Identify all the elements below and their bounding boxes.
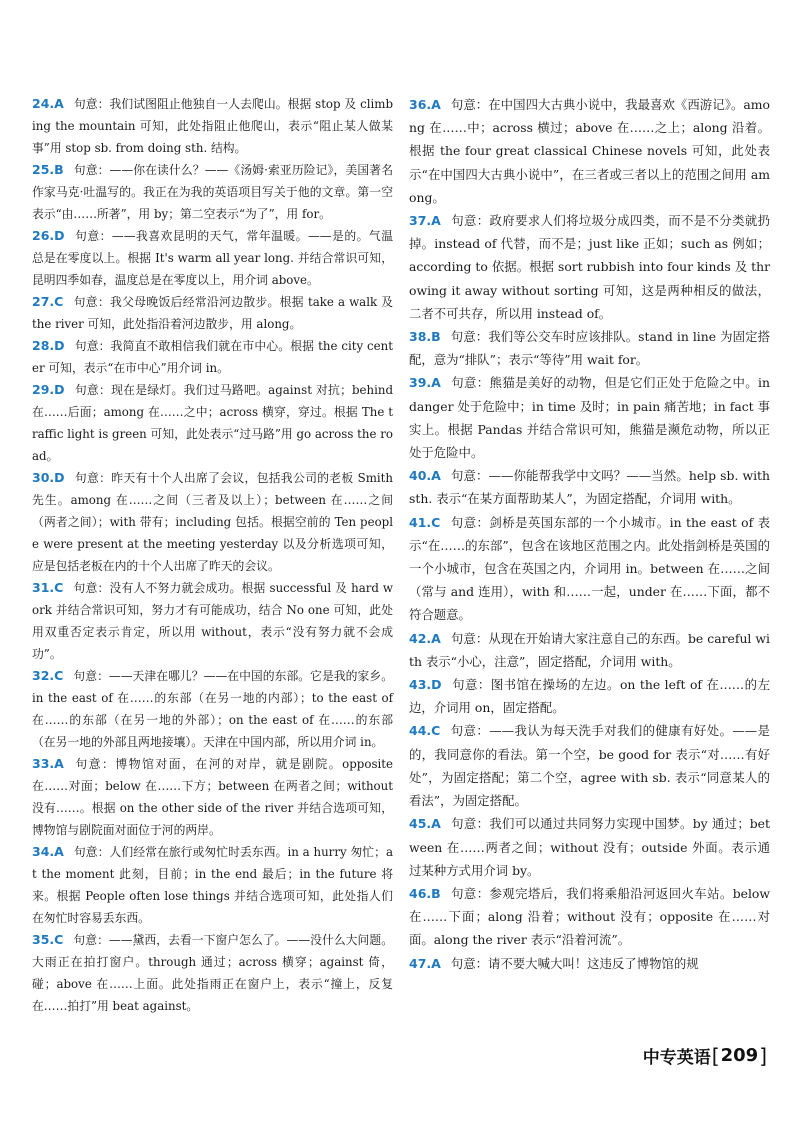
answer-entry	[409, 673, 770, 719]
explanation-text: 句意：剑桥是英国东部的一个小城市。in the east of 表示“在……的东部”，包含在该地区范围之内。此处指剑桥是英国的一个小城市，包含在英国之内，介词用 in。between 在……之间（常与 and 连用），with 和……一起，under 在……下面，都不符合题意。	[409, 514, 770, 623]
answer-letter: D	[54, 338, 65, 353]
question-number: 38.	[409, 329, 432, 345]
bracket-open: [	[711, 1043, 720, 1068]
explanation-text: 句意：我们试图阻止他独自一人去爬山。根据 stop 及 climbing the mountain 可知，此处指阻止他爬山，表示“阻止某人做某事”用 stop sb. from doing sth. 结构。	[32, 97, 393, 155]
explanation-text: 句意：请不要大喊大叫！这违反了博物馆的规	[450, 955, 699, 971]
answer-entry	[409, 882, 770, 952]
right-column	[409, 93, 770, 1017]
answer-letter: A	[54, 844, 64, 859]
answer-letter: A	[431, 630, 441, 646]
question-number: 44.	[409, 723, 432, 739]
question-number: 25.	[32, 162, 55, 177]
explanation-text: 句意：——你在读什么？——《汤姆·索亚历险记》，美国著名作家马克·吐温写的。我正在为我的英语项目写关于他的文章。第一空表示“由……所著”，用 by；第二空表示“为了”，用 for。	[32, 163, 393, 221]
answer-letter: C	[54, 294, 64, 309]
question-number: 30.	[32, 470, 55, 485]
book-title: 中专英语	[642, 1048, 711, 1068]
answer-entry	[32, 291, 393, 335]
question-number: 42.	[409, 630, 432, 646]
answer-letter: B	[431, 329, 441, 345]
question-number: 34.	[32, 844, 55, 859]
answer-entry	[32, 753, 393, 841]
explanation-text: 句意：在中国四大古典小说中，我最喜欢《西游记》。among 在……中；across 横过；above 在……之上；along 沿着。根据 the four great classical Chinese novels 可知，此处表示“在中国四大古典小说中”，在三者或三者以上的范围之间用 among。	[409, 97, 770, 205]
answer-entry	[409, 812, 770, 882]
answer-entry	[32, 467, 393, 577]
answer-entry	[32, 665, 393, 753]
explanation-text: 句意：我简直不敢相信我们就在市中心。根据 the city center 可知，表示“在市中心”用介词 in。	[32, 339, 393, 375]
answer-entry	[32, 577, 393, 665]
explanation-text: 句意：——我认为每天洗手对我们的健康有好处。——是的，我同意你的看法。第一个空，be good for 表示“对……有好处”，为固定搭配；第二个空，agree with sb. 表示“同意某人的看法”，为固定搭配。	[409, 723, 770, 809]
explanation-text: 句意：我父母晚饭后经常沿河边散步。根据 take a walk 及 the river 可知，此处指沿着河边散步，用 along。	[32, 295, 393, 331]
explanation-text: 句意：——我喜欢昆明的天气，常年温暖。——是的。气温总是在零度以上。根据 It's warm all year long. 并结合常识可知，昆明四季如春，温度总是在零度以上，用介词 above。	[32, 229, 393, 287]
answer-entry	[409, 952, 770, 975]
answer-letter: A	[431, 375, 441, 391]
answer-entry	[409, 371, 770, 464]
explanation-text: 句意：博物馆对面，在河的对岸，就是剧院。opposite 在……对面；below 在……下方；between 在两者之间；without 没有……。根据 on the other side of the river 并结合选项可知，博物馆与剧院面对面位于河的两岸。	[32, 757, 393, 837]
question-number: 31.	[32, 580, 55, 595]
explanation-text: 句意：现在是绿灯。我们过马路吧。against 对抗；behind 在……后面；among 在……之中；across 横穿，穿过。根据 The traffic light is green 可知，此处表示“过马路”用 go across the road。	[32, 383, 393, 463]
explanation-text: 句意：人们经常在旅行或匆忙时丢东西。in a hurry 匆忙；at the moment 此刻，目前；in the end 最后；in the future 将来。根据 People often lose things 并结合选项可知，此处指人们在匆忙时容易丢东西。	[32, 845, 393, 925]
explanation-text: 句意：——你能帮我学中文吗？——当然。help sb. with sth. 表示“在某方面帮助某人”，为固定搭配，介词用 with。	[409, 468, 770, 507]
answer-entry	[409, 325, 770, 371]
answer-entry	[409, 464, 770, 510]
answer-letter: A	[431, 213, 441, 229]
question-number: 40.	[409, 468, 432, 484]
explanation-text: 句意：从现在开始请大家注意自己的东西。be careful with 表示“小心，注意”，固定搭配，介词用 with。	[409, 630, 770, 669]
answer-letter: A	[431, 816, 441, 832]
question-number: 24.	[32, 96, 55, 111]
answer-entry	[32, 159, 393, 225]
answer-letter: C	[54, 580, 64, 595]
answer-letter: D	[54, 228, 65, 243]
question-number: 41.	[409, 514, 432, 530]
answer-entry	[32, 929, 393, 1017]
question-number: 27.	[32, 294, 55, 309]
answer-letter: C	[431, 723, 441, 739]
answer-entry	[32, 335, 393, 379]
answer-entry	[409, 209, 770, 325]
two-column-layout	[32, 93, 770, 1017]
question-number: 32.	[32, 668, 55, 683]
explanation-text: 句意：参观完塔后，我们将乘船沿河返回火车站。below 在……下面；along 沿着；without 没有；opposite 在……对面。along the river 表示“沿着河流”。	[409, 885, 770, 948]
question-number: 47.	[409, 955, 432, 971]
answer-entry	[32, 225, 393, 291]
answer-letter: C	[54, 668, 64, 683]
page-number: 209	[720, 1045, 759, 1066]
answer-entry	[32, 93, 393, 159]
explanation-text: 句意：昨天有十个人出席了会议，包括我公司的老板 Smith 先生。among 在……之间（三者及以上）；between 在……之间（两者之间）；with 带有；including 包括。根据空前的 Ten people were present at the meeting yesterday 以及分析选项可知，应是包括老板在内的十个人出席了昨天的会议。	[32, 471, 393, 573]
question-number: 39.	[409, 375, 432, 391]
answer-letter: D	[54, 470, 65, 485]
question-number: 26.	[32, 228, 55, 243]
answer-entry	[409, 511, 770, 627]
explanation-text: 句意：熊猫是美好的动物，但是它们正处于危险之中。in danger 处于危险中；in time 及时；in pain 痛苦地；in fact 事实上。根据 Pandas 并结合常识可知，熊猫是濒危动物，所以正处于危险中。	[409, 375, 770, 461]
answer-entry	[409, 719, 770, 812]
answer-letter: D	[431, 677, 442, 693]
explanation-text: 句意：——天津在哪儿？——在中国的东部。它是我的家乡。in the east of 在……的东部（在另一地的内部）；to the east of 在……的东部（在另一地的外部）；on the east of 在……的东部（在另一地的外部且两地接壤）。天津在中国内部，所以用介词 in。	[32, 669, 393, 749]
answer-letter: A	[431, 97, 441, 112]
question-number: 35.	[32, 932, 55, 947]
answer-letter: A	[54, 756, 64, 771]
page-footer	[643, 1043, 768, 1068]
bracket-close: ]	[759, 1043, 767, 1068]
left-column	[32, 93, 393, 1017]
explanation-text: 句意：没有人不努力就会成功。根据 successful 及 hard work 并结合常识可知，努力才有可能成功，结合 No one 可知，此处用双重否定表示肯定，所以用 without，表示“没有努力就不会成功”。	[32, 581, 393, 661]
answer-letter: A	[431, 955, 441, 971]
question-number: 28.	[32, 338, 55, 353]
question-number: 36.	[409, 97, 432, 112]
question-number: 46.	[409, 885, 432, 901]
explanation-text: 句意：——黛西，去看一下窗户怎么了。——没什么大问题。大雨正在拍打窗户。through 通过；across 横穿；against 倚，碰；above 在……上面。此处指雨正在窗户上，表示“撞上，反复在……拍打”用 beat against。	[32, 933, 393, 1013]
explanation-text: 句意：图书馆在操场的左边。on the left of 在……的左边，介词用 on，固定搭配。	[409, 677, 770, 716]
answer-entry	[32, 841, 393, 929]
explanation-text: 句意：政府要求人们将垃圾分成四类，而不是不分类就扔掉。instead of 代替，而不是；just like 正如；such as 例如；according to 依据。根据 sort rubbish into four kinds 及 throwing it away without sorting 可知，这是两种相反的做法，二者不可共存，所以用 instead of。	[409, 213, 770, 321]
question-number: 29.	[32, 382, 55, 397]
explanation-text: 句意：我们可以通过共同努力实现中国梦。by 通过；between 在……两者之间；without 没有；outside 外面。表示通过某种方式用介词 by。	[409, 816, 770, 878]
answer-letter: B	[54, 162, 64, 177]
question-number: 33.	[32, 756, 55, 771]
answer-entry	[409, 93, 770, 209]
answer-letter: D	[54, 382, 65, 397]
answer-letter: C	[54, 932, 64, 947]
question-number: 43.	[409, 677, 432, 693]
question-number: 37.	[409, 213, 432, 229]
question-number: 45.	[409, 816, 432, 832]
explanation-text: 句意：我们等公交车时应该排队。stand in line 为固定搭配，意为“排队”；表示“等待”用 wait for。	[409, 329, 770, 368]
answer-entry	[409, 627, 770, 673]
answer-letter: A	[431, 468, 441, 484]
answer-letter: B	[431, 885, 441, 901]
answer-letter: A	[54, 96, 64, 111]
answer-entry	[32, 379, 393, 467]
answer-letter: C	[431, 514, 441, 530]
